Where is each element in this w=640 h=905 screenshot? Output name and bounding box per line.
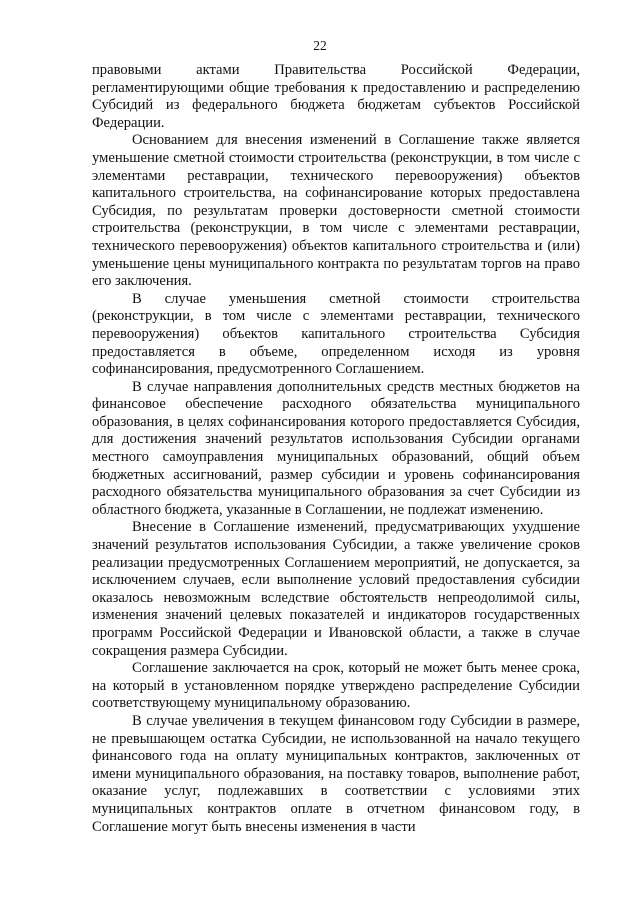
paragraph-grounds-for-changes: Основанием для внесения изменений в Соглашение также является уменьшение сметной стоимости строительства (реконструкции, в том числе с элементами реставрации, технического перевооружения) объектов капитального строительства, на софинансирование которых предоставлена Субсидия, по результатам проверки достоверности сметной стоимости строительства (реконструкции, в том числе с элементами реставрации, технического перевооружения) объектов капитального строительства и (или) уменьшение цены муниципального контракта по результатам торгов на право его заключения. [92,132,580,290]
paragraph-amendment-restrictions: Внесение в Соглашение изменений, предусматривающих ухудшение значений результатов использования Субсидии, а также увеличение сроков реализации предусмотренных Соглашением мероприятий, не допускается, за исключением случаев, если выполнение условий предоставления субсидии оказалось невозможным вследствие обстоятельств непреодолимой силы, изменения значений целевых показателей и индикаторов государственных программ Российской Федерации и Ивановской области, а также в случае сокращения размера Субсидии. [92,519,580,659]
page-number: 22 [313,38,327,53]
paragraph-cost-reduction: В случае уменьшения сметной стоимости строительства (реконструкции, в том числе с элементами реставрации, технического перевооружения) объектов капитального строительства Субсидия предоставляется в объеме, определенном исходя из уровня софинансирования, предусмотренного Соглашением. [92,290,580,378]
paragraph-subsidy-increase: В случае увеличения в текущем финансовом году Субсидии в размере, не превышающем остатка Субсидии, не использованной на начало текущего финансового года на оплату муниципальных контрактов, заключенных от имени муниципального образования, на поставку товаров, выполнение работ, оказание услуг, подлежавших в соответствии с условиями этих муниципальных контрактов оплате в отчетном финансовом году, в Соглашение могут быть внесены изменения в части [92,712,580,835]
paragraph-additional-funds: В случае направления дополнительных средств местных бюджетов на финансовое обеспечение расходного обязательства муниципального образования, в целях софинансирования которого предоставляется Субсидия, для достижения значений результатов использования Субсидии органами местного самоуправления муниципальных образований, общий объем бюджетных ассигнований, размер субсидии и уровень софинансирования расходного обязательства муниципального образования за счет Субсидии из областного бюджета, указанные в Соглашении, не подлежат изменению. [92,378,580,518]
body-text [92,62,580,836]
paragraph-continuation: правовыми актами Правительства Российской Федерации, регламентирующими общие требования к предоставлению и распределению Субсидий из федерального бюджета бюджетам субъектов Российской Федерации. [92,62,580,131]
paragraph-agreement-term: Соглашение заключается на срок, который не может быть менее срока, на который в установленном порядке утверждено распределение Субсидии соответствующему муниципальному образованию. [92,660,580,712]
